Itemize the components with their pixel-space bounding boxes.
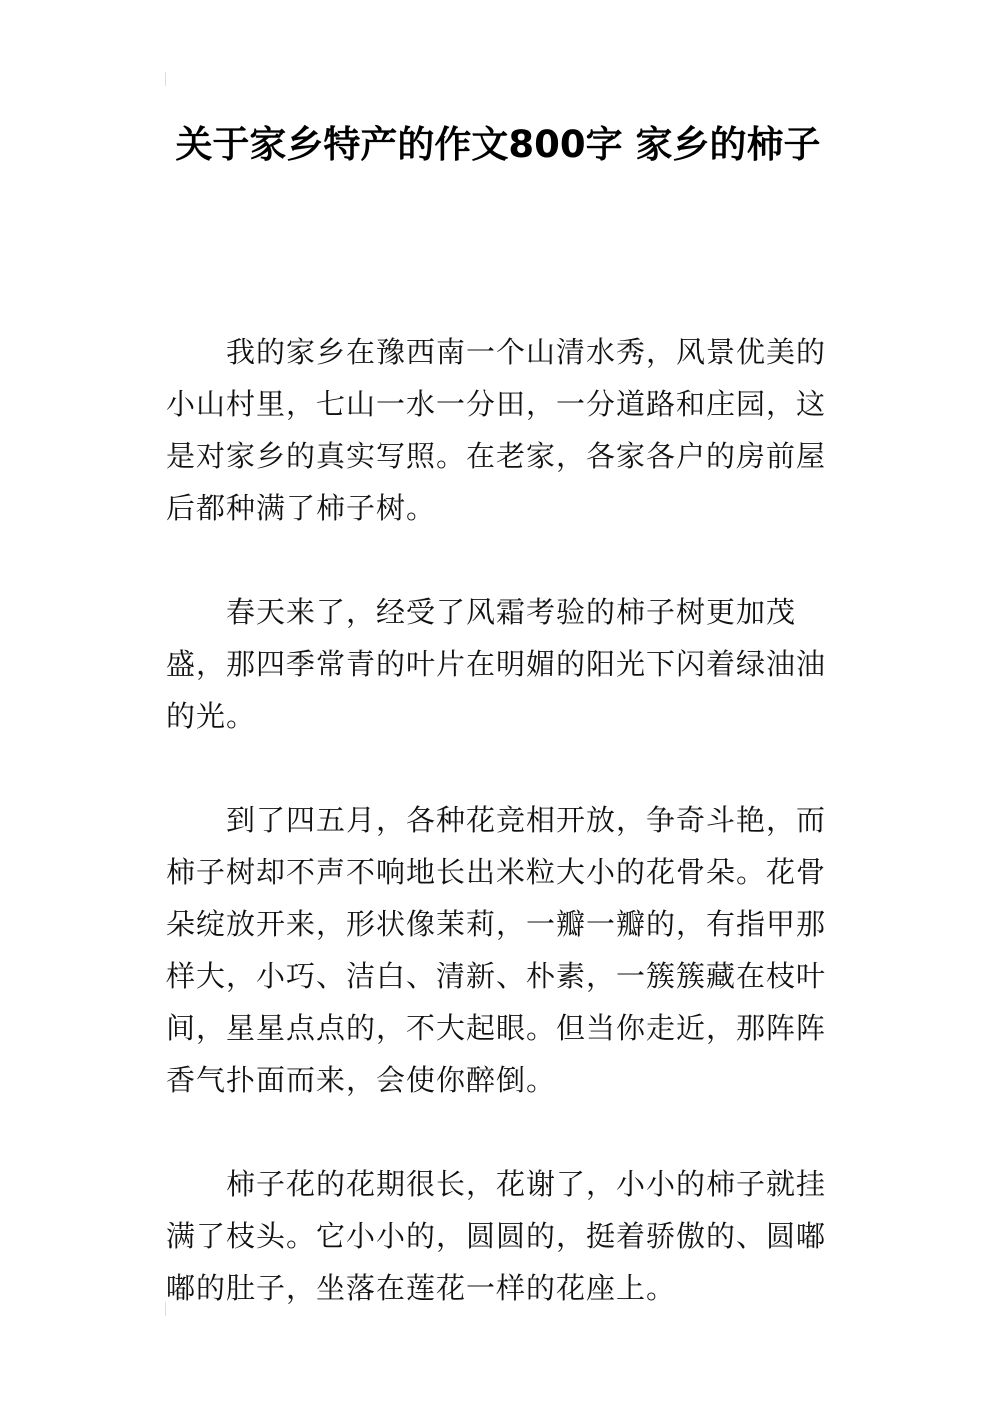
page-corner-mark	[165, 72, 166, 86]
page-title: 关于家乡特产的作文800字 家乡的柿子	[175, 123, 821, 166]
paragraph: 春天来了，经受了风霜考验的柿子树更加茂盛，那四季常青的叶片在明媚的阳光下闪着绿油油的光。	[166, 595, 827, 733]
paragraph: 到了四五月，各种花竞相开放，争奇斗艳，而柿子树却不声不响地长出米粒大小的花骨朵。花骨朵绽放开来，形状像茉莉，一瓣一瓣的，有指甲那样大，小巧、洁白、清新、朴素，一簇簇藏在枝叶间，星星点点的，不大起眼。但当你走近，那阵阵香气扑面而来，会使你醉倒。	[166, 803, 827, 1097]
paragraph: 柿子花的花期很长，花谢了，小小的柿子就挂满了枝头。它小小的，圆圆的，挺着骄傲的、圆嘟嘟的肚子，坐落在莲花一样的花座上。	[166, 1167, 827, 1305]
paragraph: 我的家乡在豫西南一个山清水秀，风景优美的小山村里，七山一水一分田，一分道路和庄园，这是对家乡的真实写照。在老家，各家各户的房前屋后都种满了柿子树。	[166, 335, 827, 525]
article-body	[166, 326, 830, 1366]
